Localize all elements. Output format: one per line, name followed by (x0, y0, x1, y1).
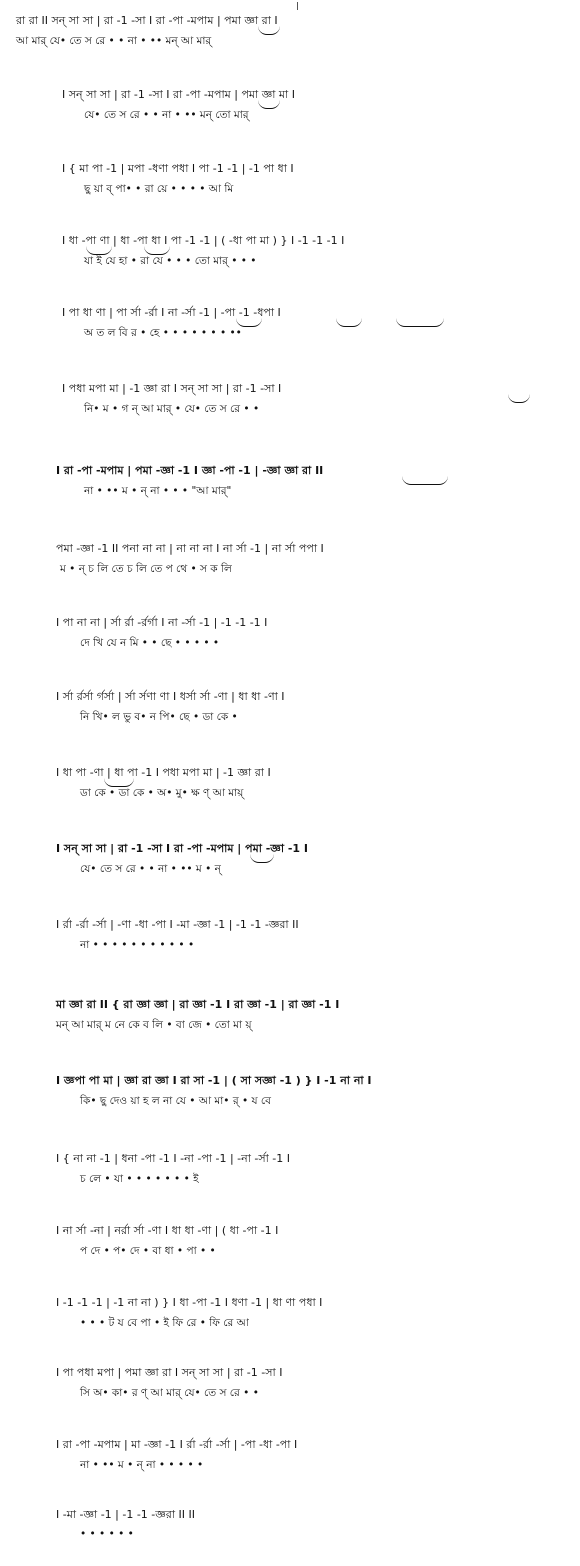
lyrics-line: যে• তে স রে • • না • •• ম • ন্‌ (80, 863, 221, 875)
stave-19 (0, 1364, 580, 1408)
notation-line: I { মা পা -1 | মপা -ধণা পধা I পা -1 -1 | -1 পা ধা I (62, 162, 294, 175)
stave-21 (0, 1506, 580, 1550)
lyrics-line: দে খি যে ন মি • • ছে • • • • • (80, 637, 220, 649)
notation-line: মা জ্ঞা রা II { রা জ্ঞা জ্ঞা | রা জ্ঞা -1 I রা জ্ঞা -1 | রা জ্ঞা -1 I (56, 998, 340, 1011)
stave-20 (0, 1436, 580, 1480)
notation-line: পমা -জ্ঞা -1 II পনা না না | না না না I না র্সা -1 | না র্সা পপা I (56, 542, 324, 555)
notation-line: I -মা -জ্ঞা -1 | -1 -1 -জ্ঞরা II II (56, 1508, 195, 1521)
notation-line: I পা পধা মপা | পমা জ্ঞা রা I সন্‌ সা সা | রা -1 -সা I (56, 1366, 283, 1379)
stave-8 (0, 540, 580, 584)
stave-15 (0, 1072, 580, 1116)
notation-line: I রা -পা -মপাম | মা -জ্ঞা -1 I র্রা -র্রা -র্সা | -পা -ধা -পা I (56, 1438, 298, 1451)
notation-line: I সন্‌ সা সা | রা -1 -সা I রা -পা -মপাম | পমা -জ্ঞা -1 I (56, 842, 308, 855)
stave-12 (0, 840, 580, 884)
notation-line: I ধা -পা ণা | ধা -পা ধা I পা -1 -1 | ( -ধা পা মা ) } I -1 -1 -1 I (62, 234, 345, 247)
notation-line: I সন্‌ সা সা | রা -1 -সা I রা -পা -মপাম | পমা জ্ঞা মা I (62, 88, 295, 101)
slur-mark (258, 100, 280, 109)
slur-mark (402, 476, 448, 485)
lyrics-line: প দে • প• দে • বা ধা • পা • • (80, 1245, 216, 1257)
lyrics-line: যে• তে স রে • • না • •• মন্‌ তো মার্‌ (84, 109, 249, 121)
slur-mark (508, 394, 530, 403)
stave-4 (0, 232, 580, 276)
lyrics-line: যা ই যে হা • রা যে • • • তো মার্‌ • • • (84, 255, 257, 267)
slur-mark (336, 318, 362, 327)
stave-6 (0, 380, 580, 424)
notation-line: I -1 -1 -1 | -1 না না ) } I ধা -পা -1 I ধণা -1 | ধা ণা পধা I (56, 1296, 323, 1309)
slur-mark (250, 854, 274, 863)
stave-11 (0, 764, 580, 808)
notation-line: I পধা মপা মা | -1 জ্ঞা রা I সন্‌ সা সা | রা -1 -সা I (62, 382, 282, 395)
slur-mark (396, 318, 444, 327)
stave-18 (0, 1294, 580, 1338)
lyrics-line: নি খি• ল ভু ব• ন পি• ছে • ডা কে • (80, 711, 238, 723)
lyrics-line: • • • ট য বে পা • ই ফি রে • ফি রে আ (80, 1317, 249, 1329)
notation-line: I রা -পা -মপাম | পমা -জ্ঞা -1 I জ্ঞা -পা -1 | -জ্ঞা জ্ঞা রা II (56, 464, 324, 477)
lyrics-line: না • • • • • • • • • • • (80, 939, 195, 951)
notation-line: I র্সা র্রর্সা র্গর্সা | র্সা র্সণা ণা I ধর্সা র্সা -ণা | ধা ধা -ণা I (56, 690, 285, 703)
lyrics-line: • • • • • • (80, 1528, 134, 1540)
stave-10 (0, 688, 580, 732)
notation-line: I ধা পা -ণা | ধা পা -1 I পধা মপা মা | -1 জ্ঞা রা I (56, 766, 271, 779)
stave-2 (0, 86, 580, 130)
lyrics-line: ছু য়া ব্‌ পা• • রা য়ে • • • • আ মি (84, 183, 234, 195)
stave-17 (0, 1222, 580, 1266)
lyrics-line: ম • ন্‌ চ লি তে চ লি তে প থে • স ক লি (60, 563, 232, 575)
lyrics-line: মন্‌ আ মার্‌ ম নে কে ব লি • বা জে • তো মা য়্‌ (56, 1019, 252, 1031)
lyrics-line: নি• ম • গ ন্‌ আ মার্‌ • যে• তে স রে • • (84, 403, 260, 415)
lyrics-line: না • •• ম • ন্‌ না • • • • • (80, 1459, 204, 1471)
notation-line: I না র্সা -না | নর্রা র্সা -ণা I ধা ধা -ণা | ( ধা -পা -1 I (56, 1224, 279, 1237)
lyrics-line: অ ত ল বি র • হে • • • • • • • •• (84, 327, 242, 339)
stave-7 (0, 462, 580, 506)
notation-line: I পা না না | র্সা র্রা -র্রর্গা I না -র্সা -1 | -1 -1 -1 I (56, 616, 268, 629)
stave-3 (0, 160, 580, 204)
stave-1 (0, 12, 580, 56)
lyrics-line: কি• ছু দেও য়া হ ল না যে • আ মা• র্‌ • য বে (80, 1095, 271, 1107)
notation-line: রা রা II সন্‌ সা সা | রা -1 -সা I রা -পা -মপাম | পমা জ্ঞা রা I (16, 14, 278, 27)
lyrics-line: না • •• ম • ন্‌ না • • • "আ মার্‌" (84, 485, 232, 497)
notation-line: I পা ধা ণা | পা র্সা -র্রা I না -র্সা -1 | -পা -1 -ধপা I (62, 306, 281, 319)
lyrics-line: আ মার্‌ যে• তে স রে • • না • •• মন্‌ আ মার্‌ (16, 35, 212, 47)
lyrics-line: ডা কে • ডা কে • অ• মু• ক্ষ ণ্‌ আ মায়্‌ (80, 787, 244, 799)
notation-line: I র্রা -র্রা -র্সা | -ণা -ধা -পা I -মা -জ্ঞা -1 | -1 -1 -জ্ঞরা II (56, 918, 299, 931)
notation-line: I { না না -1 | ধনা -পা -1 I -না -পা -1 | -না -র্সা -1 I (56, 1152, 291, 1165)
stave-9 (0, 614, 580, 658)
stave-14 (0, 996, 580, 1040)
slur-mark (258, 26, 280, 35)
notation-line: I জ্ঞপা পা মা | জ্ঞা রা জ্ঞা I রা সা -1 | ( সা সজ্ঞা -1 ) } I -1 না না I (56, 1074, 372, 1087)
page-tick-mark (297, 2, 298, 10)
stave-16 (0, 1150, 580, 1194)
stave-5 (0, 304, 580, 348)
lyrics-line: সি অ• কা• র ণ্‌ আ মার্‌ যে• তে স রে • • (80, 1387, 259, 1399)
lyrics-line: চ লে • যা • • • • • • • ই (80, 1173, 199, 1185)
stave-13 (0, 916, 580, 960)
